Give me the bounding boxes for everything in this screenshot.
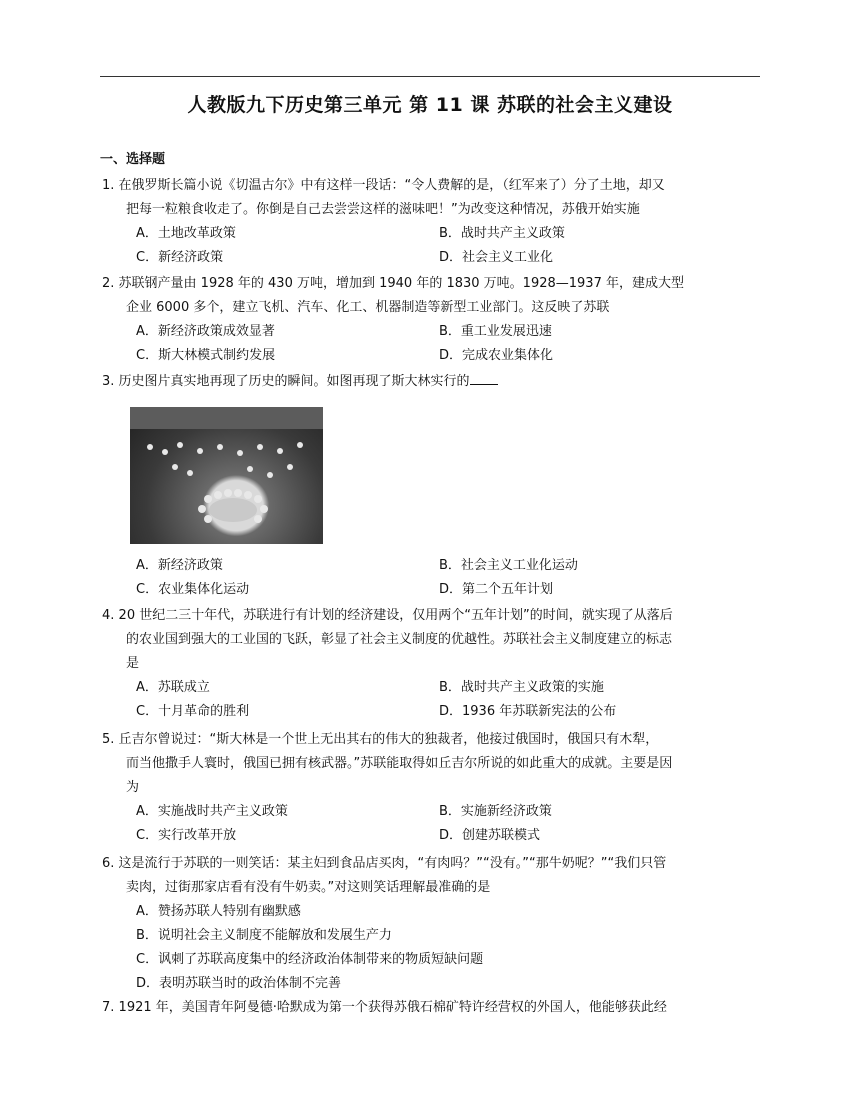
page-title: 人教版九下历史第三单元 第 11 课 苏联的社会主义建设 [187,94,673,116]
option-a[interactable]: A．实施战时共产主义政策 [136,804,288,819]
option-d[interactable]: D．创建苏联模式 [439,828,541,843]
option-b[interactable]: B．社会主义工业化运动 [439,558,578,573]
option-b[interactable]: B．实施新经济政策 [439,804,552,819]
question-7 [100,996,760,1020]
header-rule [100,76,760,77]
option-d[interactable]: D．完成农业集体化 [439,348,554,363]
question-text: 企业 6000 多个，建立飞机、汽车、化工、机器制造等新型工业部门。这反映了苏联 [126,300,610,315]
option-a[interactable]: A．新经济政策 [136,558,223,573]
question-text: 20 世纪二三十年代，苏联进行有计划的经济建设，仅用两个“五年计划”的时间，就实现了从落后 [118,608,673,623]
section-heading: 一、选择题 [100,152,166,167]
collectivization-photo [130,407,323,544]
question-text: 是 [126,656,140,671]
question-text: 1921 年，美国青年阿曼德·哈默成为第一个获得苏俄石棉矿特许经营权的外国人，他能够获此经 [118,1000,667,1015]
question-text: 历史图片真实地再现了历史的瞬间。如图再现了斯大林实行的 [118,374,470,389]
option-c[interactable]: C．斯大林模式制约发展 [136,348,276,363]
option-b[interactable]: B．战时共产主义政策 [439,226,565,241]
option-a[interactable]: A．新经济政策成效显著 [136,324,275,339]
option-b[interactable]: B．说明社会主义制度不能解放和发展生产力 [136,928,392,943]
question-5 [100,728,760,848]
question-4 [100,604,760,724]
option-c[interactable]: C．农业集体化运动 [136,582,250,597]
question-text: 的农业国到强大的工业国的飞跃，彰显了社会主义制度的优越性。苏联社会主义制度建立的标志 [126,632,673,647]
question-text: 在俄罗斯长篇小说《切温古尔》中有这样一段话：“令人费解的是，（红军来了）分了土地，却又 [118,178,665,193]
question-6 [100,852,760,996]
question-text: 这是流行于苏联的一则笑话：某主妇到食品店买肉，“有肉吗？”“没有。”“那牛奶呢？”“我们只管 [118,856,667,871]
question-text: 卖肉，过街那家店看有没有牛奶卖。”对这则笑话理解最准确的是 [126,880,491,895]
option-a[interactable]: A．赞扬苏联人特别有幽默感 [136,904,301,919]
question-3-options [100,554,760,602]
question-text: 把每一粒粮食收走了。你倒是自己去尝尝这样的滋味吧！”为改变这种情况，苏俄开始实施 [126,202,640,217]
option-d[interactable]: D．社会主义工业化 [439,250,554,265]
answer-blank[interactable] [470,370,498,385]
question-2 [100,272,760,368]
option-c[interactable]: C．新经济政策 [136,250,224,265]
option-a[interactable]: A．土地改革政策 [136,226,236,241]
option-c[interactable]: C．讽刺了苏联高度集中的经济政治体制带来的物质短缺问题 [136,952,484,967]
question-1 [100,174,760,270]
option-d[interactable]: D．表明苏联当时的政治体制不完善 [136,976,342,991]
option-c[interactable]: C．实行改革开放 [136,828,237,843]
option-c[interactable]: C．十月革命的胜利 [136,704,250,719]
question-text: 而当他撒手人寰时，俄国已拥有核武器。”苏联能取得如丘吉尔所说的如此重大的成就。主要是因 [126,756,673,771]
option-b[interactable]: B．战时共产主义政策的实施 [439,680,604,695]
question-3 [100,370,760,394]
option-b[interactable]: B．重工业发展迅速 [439,324,552,339]
option-a[interactable]: A．苏联成立 [136,680,210,695]
option-d[interactable]: D．第二个五年计划 [439,582,554,597]
question-text: 苏联钢产量由 1928 年的 430 万吨，增加到 1940 年的 1830 万吨。1928—1937 年，建成大型 [118,276,684,291]
question-text: 为 [126,780,140,795]
option-d[interactable]: D．1936 年苏联新宪法的公布 [439,704,617,719]
question-text: 丘吉尔曾说过：“斯大林是一个世上无出其右的伟大的独裁者，他接过俄国时，俄国只有木犁， [118,732,659,747]
